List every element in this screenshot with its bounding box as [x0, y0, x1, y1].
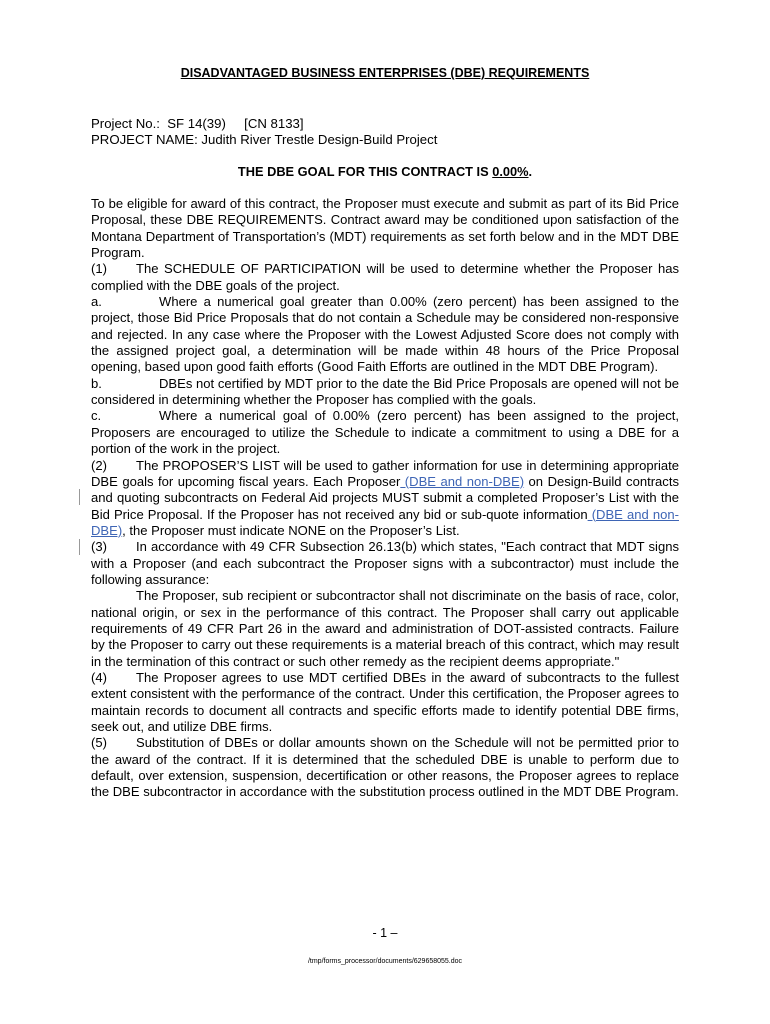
goal-prefix: THE DBE GOAL FOR THIS CONTRACT IS [237, 164, 493, 179]
item-1a-text: Where a numerical goal greater than 0.00% (zero percent) has been assigned to the project, those Bid Price Proposals that do not contain a Schedule may be considered non-responsive and rejected. In any case where the Proposer with the Lowest Adjusted Score does not comply with the assigned project goal, a determination will be made within 48 hours of the Price Proposal opening, based upon good faith efforts (Good Faith Efforts are outlined in the MDT DBE Program). [91, 294, 679, 375]
item-1-text: The SCHEDULE OF PARTICIPATION will be used to determine whether the Proposer has complied with the DBE goals of the project. [91, 261, 679, 293]
item-3 [91, 539, 679, 588]
item-5-text: Substitution of DBEs or dollar amounts shown on the Schedule will not be permitted prior to the award of the contract. If it is determined that the scheduled DBE is unable to perform due to default, over extension, suspension, decertification or other reasons, the Proposer agrees to replace the DBE subcontractor in accordance with the substitution process outlined in the MDT DBE Program. [91, 735, 679, 800]
item-4-label: (4) [91, 669, 107, 685]
project-name: PROJECT NAME: Judith River Trestle Design-Build Project [91, 132, 438, 147]
change-bar [79, 539, 80, 555]
item-1 [91, 261, 679, 294]
item-4-text: The Proposer agrees to use MDT certified DBEs in the award of subcontracts to the fullest extent consistent with the performance of the contract. Under this certification, the Proposer agrees to maintain records to document all contracts and specific efforts made to identify potential DBE firms, seek out, and utilize DBE firms. [91, 669, 679, 734]
item-2-text-b: on Design-Build contracts and quoting subcontracts on Federal Aid projects MUST submit a completed Proposer’s List with the Bid Price Proposal. If the Proposer has not received any bid or sub-quote information [91, 473, 679, 522]
intro-paragraph: To be eligible for award of this contract, the Proposer must execute and submit as part of its Bid Price Proposal, these DBE REQUIREMENTS. Contract award may be conditioned upon satisfaction of the Montana Department of Transportation’s (MDT) requirements as set forth below and in the MDT DBE Program. [91, 196, 679, 261]
item-5-label: (5) [91, 735, 107, 751]
document-body [91, 196, 679, 801]
item-1a-label: a. [91, 294, 102, 310]
item-3-text: In accordance with 49 CFR Subsection 26.13(b) which states, "Each contract that MDT signs with a Proposer (and each subcontract the Proposer signs with a subcontractor) must include the following assurance: [91, 539, 679, 587]
item-1a [91, 294, 679, 376]
item-1-label: (1) [91, 261, 107, 277]
item-2 [91, 458, 679, 540]
item-2-label: (2) [91, 457, 107, 473]
goal-suffix: . [528, 164, 533, 179]
dbe-goal-statement [0, 164, 770, 179]
item-1c-text: Where a numerical goal of 0.00% (zero percent) has been assigned to the project, Proposers are encouraged to utilize the Schedule to indicate a commitment to using a DBE for a portion of the work in the project. [91, 408, 679, 457]
change-bar [79, 489, 80, 505]
item-1c-label: c. [91, 408, 102, 424]
item-1c [91, 408, 679, 457]
dbe-non-dbe-link[interactable]: (DBE and non-DBE) [91, 506, 679, 538]
assurance-paragraph: The Proposer, sub recipient or subcontractor shall not discriminate on the basis of race, color, national origin, or sex in the performance of this contract. The Proposer shall carry out applicable requirements of 49 CFR Part 26 in the award and administration of DOT-assisted contracts. Failure by the Proposer to carry out these requirements is a material breach of this contract, which may result in the termination of this contract or such other remedy as the recipient deems appropriate." [91, 588, 679, 669]
item-2-text-c: , the Proposer must indicate NONE on the Proposer’s List. [122, 522, 460, 538]
item-3-label: (3) [91, 539, 107, 555]
page-number: - 1 – [372, 926, 398, 940]
item-4 [91, 670, 679, 735]
item-1b [91, 376, 679, 409]
dbe-non-dbe-link[interactable]: (DBE and non-DBE) [400, 473, 525, 489]
project-number: Project No.: SF 14(39) [CN 8133] [91, 116, 304, 131]
item-2-text-a: The PROPOSER’S LIST will be used to gather information for use in determining appropriate DBE goals for upcoming fiscal years. Each Proposer [91, 457, 679, 489]
document-title: DISADVANTAGED BUSINESS ENTERPRISES (DBE) REQUIREMENTS [180, 66, 590, 80]
item-1b-label: b. [91, 375, 102, 391]
file-path-footer: /tmp/forms_processor/documents/629658055.doc [307, 958, 463, 965]
item-5 [91, 735, 679, 800]
goal-value: 0.00% [492, 164, 529, 179]
item-1b-text: DBEs not certified by MDT prior to the date the Bid Price Proposals are opened will not be considered in determining whether the Proposer has complied with the goals. [91, 375, 679, 408]
